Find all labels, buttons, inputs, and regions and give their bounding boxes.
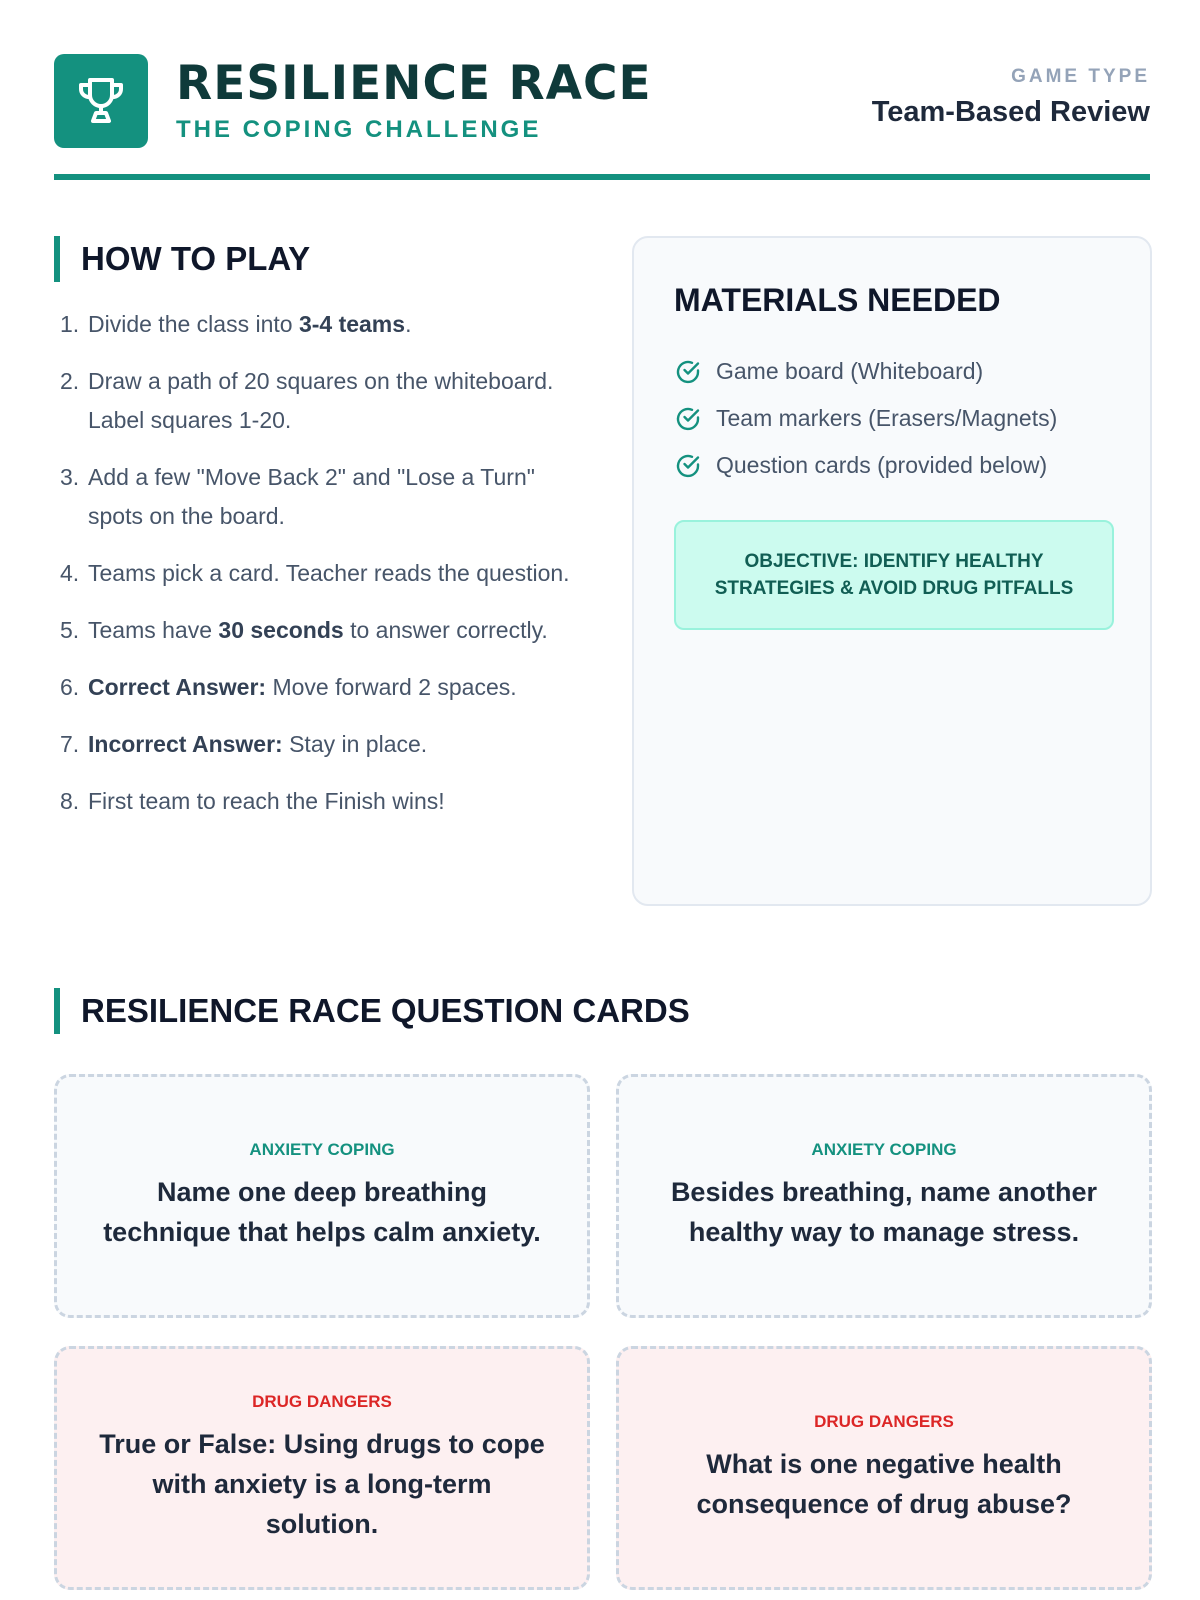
materials-item: Question cards (provided below) — [674, 442, 1057, 489]
card-category: DRUG DANGERS — [252, 1392, 392, 1411]
question-card[interactable] — [54, 1074, 590, 1318]
game-type-label: GAME TYPE — [1011, 66, 1150, 87]
card-category: ANXIETY COPING — [249, 1140, 395, 1159]
check-circle-icon — [674, 358, 702, 386]
objective-banner: OBJECTIVE: IDENTIFY HEALTHY STRATEGIES & AVOID DRUG PITFALLS — [674, 520, 1114, 630]
card-category: DRUG DANGERS — [814, 1412, 954, 1431]
materials-list — [674, 348, 1057, 489]
card-question: True or False: Using drugs to cope with anxiety is a long-term solution. — [99, 1429, 545, 1539]
step-item: 1. Divide the class into 3-4 teams. — [60, 311, 412, 337]
logo-badge — [54, 54, 148, 148]
page-subtitle: THE COPING CHALLENGE — [176, 116, 542, 143]
materials-panel — [632, 236, 1152, 906]
check-circle-icon — [674, 405, 702, 433]
check-circle-icon — [674, 452, 702, 480]
card-question: What is one negative health consequence of drug abuse? — [696, 1449, 1072, 1519]
step-item: 5. Teams have 30 seconds to answer correctly. — [60, 617, 548, 643]
materials-item: Team markers (Erasers/Magnets) — [674, 395, 1057, 442]
materials-item: Game board (Whiteboard) — [674, 348, 1057, 395]
step-item: 6. Correct Answer: Move forward 2 spaces. — [60, 674, 517, 700]
card-question: Besides breathing, name another healthy way to manage stress. — [670, 1177, 1098, 1247]
page-header — [54, 54, 1150, 180]
step-item: 2. Draw a path of 20 squares on the whiteboard. Label squares 1-20. — [60, 368, 554, 433]
step-item: 8. First team to reach the Finish wins! — [60, 788, 445, 814]
game-type-value: Team-Based Review — [871, 96, 1150, 128]
materials-heading: MATERIALS NEEDED — [674, 282, 1001, 318]
how-to-play-heading: HOW TO PLAY — [54, 236, 310, 282]
question-card[interactable] — [616, 1346, 1152, 1590]
card-category: ANXIETY COPING — [811, 1140, 957, 1159]
question-card[interactable] — [616, 1074, 1152, 1318]
page-title: RESILIENCE RACE — [176, 56, 652, 111]
step-item: 4. Teams pick a card. Teacher reads the question. — [60, 560, 570, 586]
step-item: 7. Incorrect Answer: Stay in place. — [60, 731, 428, 757]
card-question: Name one deep breathing technique that helps calm anxiety. — [103, 1177, 541, 1247]
step-item: 3. Add a few "Move Back 2" and "Lose a Turn" spots on the board. — [60, 464, 535, 529]
question-card[interactable] — [54, 1346, 590, 1590]
question-cards-heading: RESILIENCE RACE QUESTION CARDS — [54, 988, 690, 1034]
trophy-icon — [76, 75, 126, 127]
how-to-play-steps — [60, 305, 580, 839]
